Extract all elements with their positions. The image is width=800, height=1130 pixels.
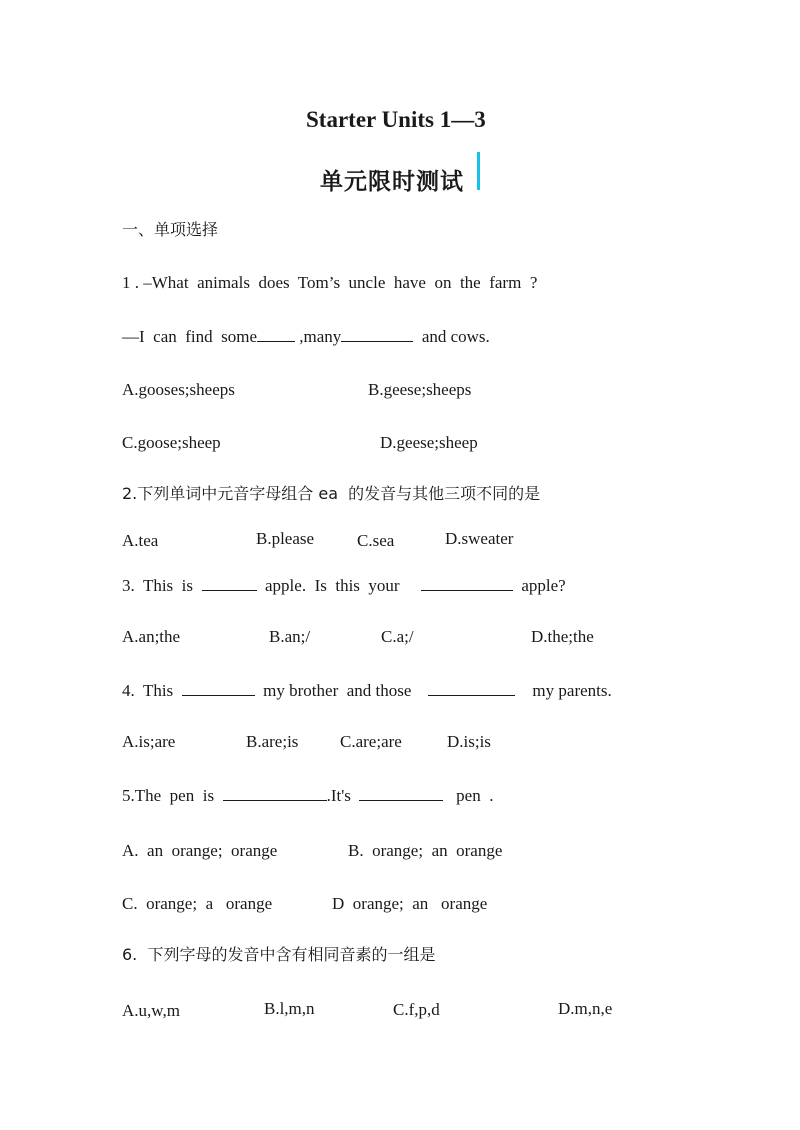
question-3-stem [122,576,566,594]
page-subtitle: 单元限时测试 [320,169,464,195]
answer-blank [421,576,513,591]
question-6-option-c: C.f,p,d [393,1000,440,1019]
question-6-option-a: A.u,w,m [122,1001,180,1020]
answer-blank [182,681,255,696]
question-5-stem-pre: 5.The pen is [122,786,215,805]
question-2-stem: 2.下列单词中元音字母组合 ea 的发音与其他三项不同的是 [122,484,541,503]
question-6-stem: 6. 下列字母的发音中含有相同音素的一组是 [122,945,436,964]
page-title: Starter Units 1—3 [306,107,486,132]
question-1-option-c: C.goose;sheep [122,433,221,452]
question-2-option-d: D.sweater [445,529,514,548]
answer-blank [341,327,413,342]
question-1-line2-mid: ,many [295,327,342,346]
question-4-option-a: A.is;are [122,732,176,751]
question-5-option-c: C. orange; a orange [122,894,273,913]
question-5-stem [122,786,493,804]
question-3-stem-mid: apple. Is this your [265,576,400,595]
question-1-option-a: A.gooses;sheeps [122,380,235,399]
answer-blank [428,681,515,696]
question-3-stem-post: apple? [521,576,566,595]
question-3-option-b: B.an;/ [269,627,311,646]
answer-blank [257,327,295,342]
question-5-stem-post: pen . [456,786,494,805]
question-1-option-b: B.geese;sheeps [368,380,472,399]
question-4-stem [122,681,612,699]
question-4-stem-mid: my brother and those [263,681,412,700]
question-3-stem-pre: 3. This is [122,576,194,595]
question-1-line2 [122,327,490,345]
question-5-option-a: A. an orange; orange [122,841,278,860]
question-4-option-d: D.is;is [447,732,491,751]
question-3-option-d: D.the;the [531,627,594,646]
question-4-stem-pre: 4. This [122,681,174,700]
question-1-line2-post: and cows. [413,327,490,346]
question-5-option-b: B. orange; an orange [348,841,503,860]
question-4-option-b: B.are;is [246,732,299,751]
question-6-option-d: D.m,n,e [558,999,613,1018]
question-5-option-d: D orange; an orange [332,894,488,913]
question-4-option-c: C.are;are [340,732,402,751]
question-2-option-a: A.tea [122,531,159,550]
question-3-option-c: C.a;/ [381,627,414,646]
question-1-line2-pre: —I can find some [122,327,258,346]
answer-blank [202,576,257,591]
answer-blank [223,786,327,801]
section-heading: 一、单项选择 [122,220,219,239]
question-2-option-b: B.please [256,529,315,548]
text-cursor-marker [477,152,480,190]
question-1-option-d: D.geese;sheep [380,433,478,452]
question-5-stem-mid: .It's [326,786,351,805]
question-3-option-a: A.an;the [122,627,181,646]
question-4-stem-post: my parents. [532,681,612,700]
answer-blank [359,786,443,801]
question-6-option-b: B.l,m,n [264,999,315,1018]
question-1-stem: 1 . –What animals does Tom’s uncle have on the farm ? [122,273,538,292]
question-2-option-c: C.sea [357,531,395,550]
